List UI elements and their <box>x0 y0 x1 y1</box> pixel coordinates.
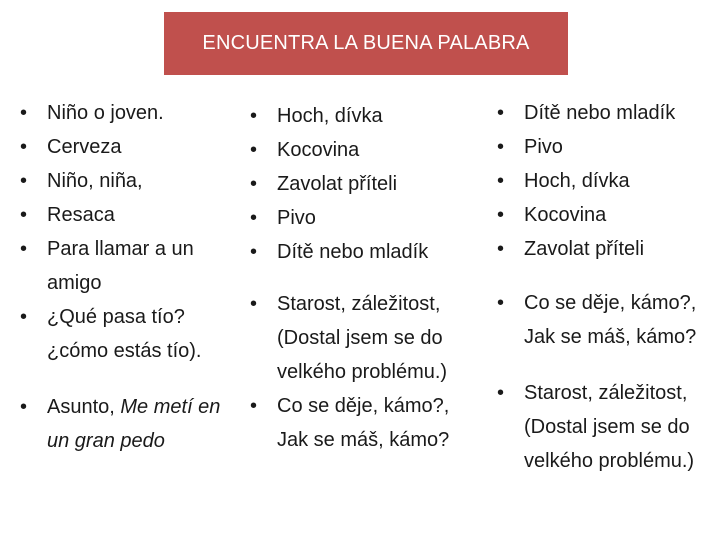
list-item: • Niño o joven. <box>20 96 225 130</box>
list-item <box>20 390 225 458</box>
list-item: • ¿Qué pasa tío? ¿cómo estás tío). <box>20 300 225 368</box>
page-title: ENCUENTRA LA BUENA PALABRA <box>202 32 530 54</box>
list-item: • Pivo <box>497 130 712 164</box>
list-item: • Resaca <box>20 198 225 232</box>
czech-list-a <box>250 99 480 457</box>
list-item: • Hoch, dívka <box>250 99 480 133</box>
list-item-text: Asunto, <box>47 396 121 418</box>
list-item: • Hoch, dívka <box>497 164 712 198</box>
list-item: • Starost, záležitost, (Dostal jsem se do velkého problému.) <box>497 376 712 478</box>
spanish-list <box>20 96 225 458</box>
list-item: • Niño, niña, <box>20 164 225 198</box>
list-item: • Kocovina <box>497 198 712 232</box>
list-item: • Dítě nebo mladík <box>497 96 712 130</box>
list-item: • Co se děje, kámo?, Jak se máš, kámo? <box>497 286 712 354</box>
list-item: • Zavolat příteli <box>497 232 712 266</box>
list-item: • Zavolat příteli <box>250 167 480 201</box>
list-item: • Co se děje, kámo?, Jak se máš, kámo? <box>250 389 480 457</box>
list-item: • Kocovina <box>250 133 480 167</box>
czech-list-b <box>497 96 712 478</box>
list-item: • Cerveza <box>20 130 225 164</box>
list-item: • Pivo <box>250 201 480 235</box>
list-item: • Starost, záležitost, (Dostal jsem se do velkého problému.) <box>250 287 480 389</box>
title-banner <box>164 12 568 75</box>
list-item: • Para llamar a un amigo <box>20 232 225 300</box>
list-item-italic-text: Me metí en un gran pedo <box>47 396 221 452</box>
list-item: • Dítě nebo mladík <box>250 235 480 269</box>
